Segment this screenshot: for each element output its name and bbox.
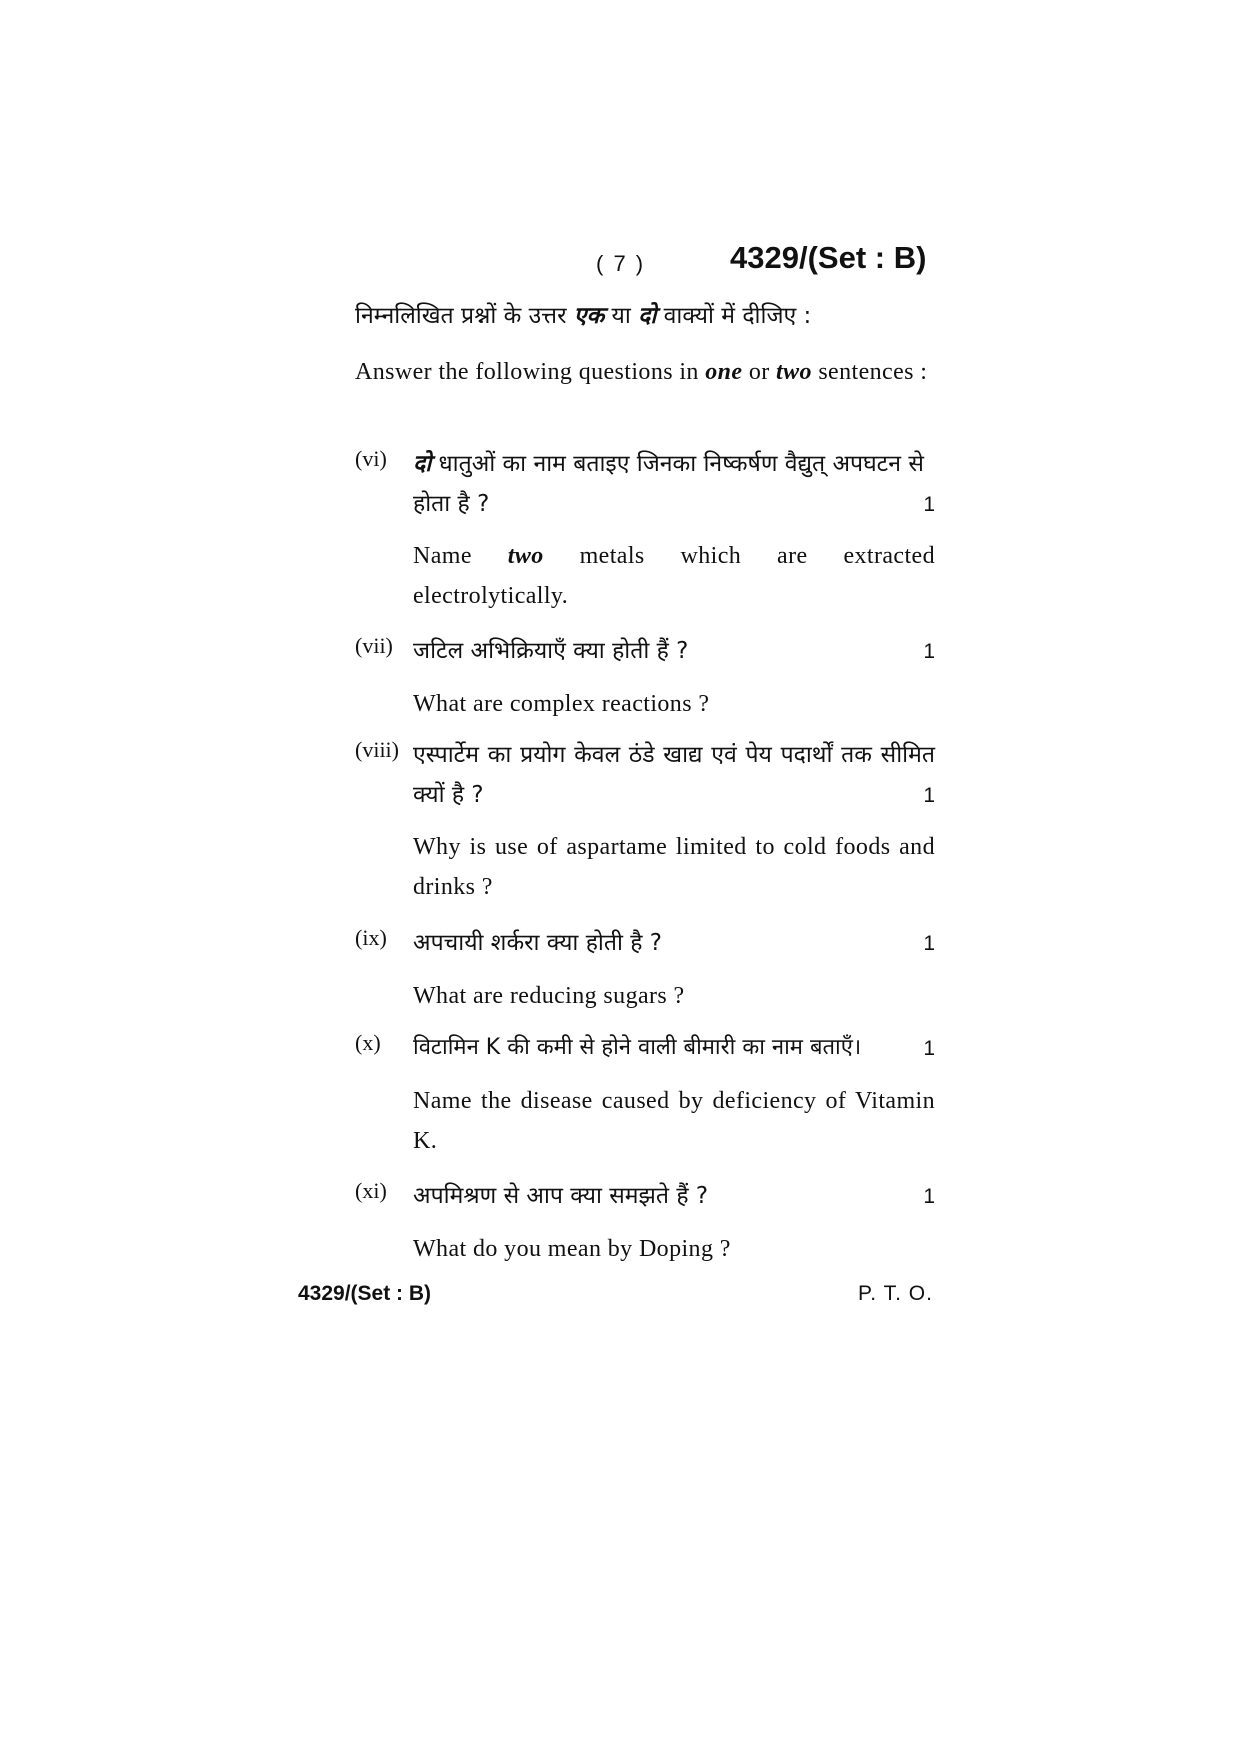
question-number: (ix) (355, 925, 387, 950)
please-turn-over: P. T. O. (858, 1282, 933, 1305)
question-english: Name the disease caused by deficiency of Vitamin K. (413, 1088, 935, 1154)
question-hindi: अपमिश्रण से आप क्या समझते हैं ? (413, 1183, 709, 1209)
page-number: ( 7 ) (596, 251, 646, 276)
question-number: (vi) (355, 446, 387, 471)
question-english: What do you mean by Doping ? (413, 1236, 731, 1262)
question-number: (viii) (355, 737, 399, 762)
instruction-english: Answer the following questions in one or two sentences : (355, 359, 928, 385)
question-marks: 1 (923, 1185, 935, 1208)
question-hindi: विटामिन K की कमी से होने वाली बीमारी का नाम बताएँ। (413, 1035, 862, 1060)
question-hindi: जटिल अभिक्रियाएँ क्या होती हैं ? (413, 638, 689, 664)
question-marks: 1 (923, 1037, 935, 1060)
question-english: Name two metals which are extracted electrolytically. (413, 543, 935, 609)
question-number: (vii) (355, 633, 393, 658)
question-hindi: दो धातुओं का नाम बताइए जिनका निष्कर्षण वैद्युत् अपघटन से होता है ? (413, 451, 924, 517)
question-number: (xi) (355, 1178, 387, 1203)
question-marks: 1 (923, 493, 935, 516)
question-hindi: अपचायी शर्करा क्या होती है ? (413, 930, 662, 956)
instruction-hindi: निम्नलिखित प्रश्नों के उत्तर एक या दो वाक्यों में दीजिए : (355, 303, 812, 329)
question-number: (x) (355, 1030, 381, 1055)
question-hindi: एस्पार्टेम का प्रयोग केवल ठंडे खाद्य एवं पेय पदार्थों तक सीमित क्यों है ? (413, 742, 935, 808)
paper-code-header: 4329/(Set : B) (730, 240, 927, 275)
question-marks: 1 (923, 932, 935, 955)
question-marks: 1 (923, 640, 935, 663)
paper-code-footer: 4329/(Set : B) (298, 1282, 432, 1305)
question-english: Why is use of aspartame limited to cold foods and drinks ? (413, 834, 935, 900)
question-english: What are complex reactions ? (413, 691, 710, 717)
question-marks: 1 (923, 784, 935, 807)
question-english: What are reducing sugars ? (413, 983, 685, 1009)
